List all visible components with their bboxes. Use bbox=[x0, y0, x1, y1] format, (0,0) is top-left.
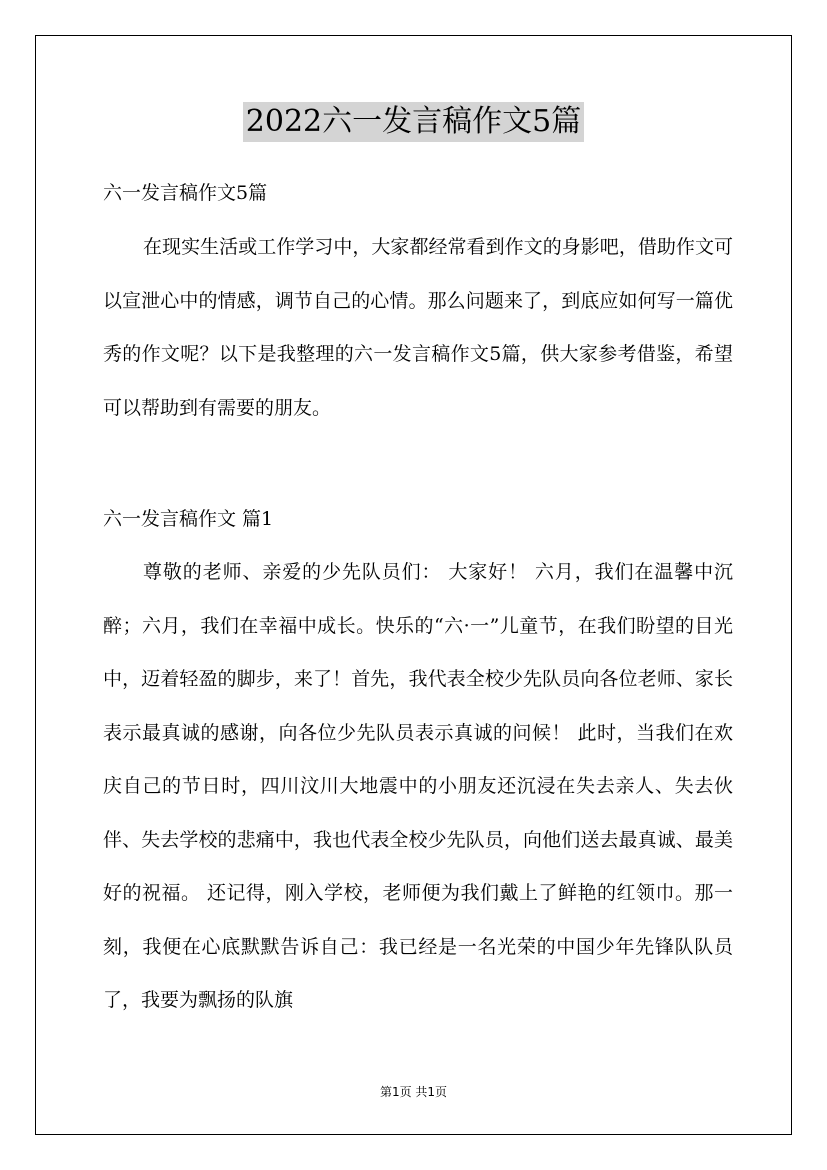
intro-paragraph: 在现实生活或工作学习中，大家都经常看到作文的身影吧，借助作文可以宣泄心中的情感，调节自己的心情。那么问题来了，到底应如何写一篇优秀的作文呢？以下是我整理的六一发言稿作文5篇，供大家参考借鉴，希望可以帮助到有需要的朋友。 bbox=[103, 236, 733, 419]
document-title: 2022六一发言稿作文5篇 bbox=[243, 102, 584, 142]
page-footer: 第1页 共1页 bbox=[379, 1085, 448, 1099]
title-container bbox=[0, 102, 827, 142]
document-subtitle: 六一发言稿作文5篇 bbox=[103, 182, 268, 204]
section-heading-1: 六一发言稿作文 篇1 bbox=[103, 508, 274, 530]
section-paragraph-1: 尊敬的老师、亲爱的少先队员们： 大家好！ 六月，我们在温馨中沉醉；六月，我们在幸福中成长。快乐的“六·一”儿童节，在我们盼望的目光中，迈着轻盈的脚步，来了！首先，我代表全校少先队员向各位老师、家长表示最真诚的感谢，向各位少先队员表示真诚的问候！ 此时，当我们在欢庆自己的节日时，四川汶川大地震中的小朋友还沉浸在失去亲人、失去伙伴、失去学校的悲痛中，我也代表全校少先队员，向他们送去最真诚、最美好的祝福。 还记得，刚入学校，老师便为我们戴上了鲜艳的红领巾。那一刻，我便在心底默默告诉自己：我已经是一名光荣的中国少年先锋队队员了，我要为飘扬的队旗 bbox=[103, 561, 733, 1011]
